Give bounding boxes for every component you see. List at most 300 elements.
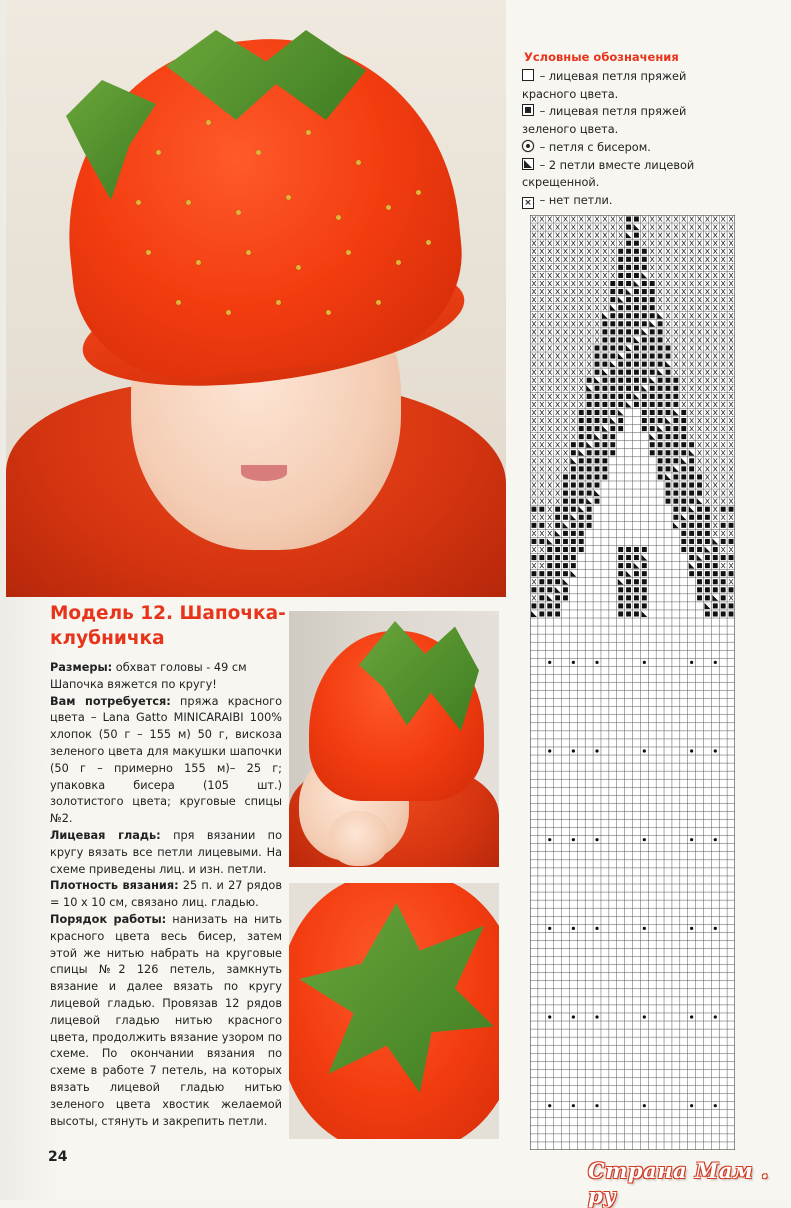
green-stitch	[539, 539, 544, 544]
green-stitch	[571, 491, 576, 496]
green-stitch	[626, 337, 631, 342]
bead-stitch	[595, 749, 598, 752]
green-stitch	[618, 362, 623, 367]
green-stitch	[642, 313, 647, 318]
green-stitch	[705, 531, 710, 536]
green-stitch	[650, 450, 655, 455]
bead-dot	[346, 250, 351, 255]
green-stitch	[539, 595, 544, 600]
green-stitch	[626, 321, 631, 326]
green-stitch	[563, 474, 568, 479]
green-stitch	[705, 539, 710, 544]
green-stitch	[673, 482, 678, 487]
green-stitch	[729, 571, 734, 576]
green-stitch	[587, 378, 592, 383]
green-stitch	[563, 491, 568, 496]
green-stitch	[555, 611, 560, 616]
green-stitch	[666, 394, 671, 399]
bead-stitch	[714, 838, 717, 841]
green-stitch	[618, 386, 623, 391]
green-stitch	[658, 354, 663, 359]
green-stitch	[618, 329, 623, 334]
green-stitch	[634, 313, 639, 318]
green-stitch	[555, 579, 560, 584]
bead-stitch	[714, 661, 717, 664]
green-stitch	[634, 241, 639, 246]
green-stitch	[673, 378, 678, 383]
green-stitch	[579, 434, 584, 439]
green-stitch	[689, 474, 694, 479]
green-stitch	[666, 434, 671, 439]
green-stitch	[602, 337, 607, 342]
green-stitch	[626, 297, 631, 302]
green-stitch	[626, 217, 631, 222]
green-stitch	[634, 555, 639, 560]
green-stitch	[634, 587, 639, 592]
bead-stitch	[714, 1015, 717, 1018]
green-stitch	[602, 345, 607, 350]
green-stitch	[579, 499, 584, 504]
green-stitch	[626, 257, 631, 262]
green-stitch	[634, 329, 639, 334]
green-stitch	[618, 289, 623, 294]
bead-stitch	[595, 1104, 598, 1107]
green-stitch	[532, 523, 537, 528]
green-stitch	[618, 563, 623, 568]
green-stitch	[555, 515, 560, 520]
green-stitch	[618, 273, 623, 278]
empty-square-icon	[522, 69, 534, 81]
green-stitch	[547, 611, 552, 616]
green-stitch	[713, 547, 718, 552]
green-stitch	[697, 539, 702, 544]
green-stitch	[697, 523, 702, 528]
green-stitch	[547, 555, 552, 560]
green-stitch	[610, 281, 615, 286]
green-stitch	[610, 337, 615, 342]
green-stitch	[681, 523, 686, 528]
green-stitch	[626, 354, 631, 359]
bead-dot	[356, 160, 361, 165]
legend-item-no-stitch: × – нет петли.	[522, 192, 742, 210]
green-stitch	[689, 466, 694, 471]
green-stitch	[697, 571, 702, 576]
green-stitch	[555, 555, 560, 560]
bead-dot	[246, 250, 251, 255]
bead-stitch	[572, 838, 575, 841]
green-stitch	[713, 563, 718, 568]
green-stitch	[626, 362, 631, 367]
green-stitch	[587, 458, 592, 463]
green-stitch	[681, 442, 686, 447]
green-stitch	[673, 491, 678, 496]
green-stitch	[729, 523, 734, 528]
green-stitch	[610, 386, 615, 391]
green-stitch	[658, 442, 663, 447]
green-stitch	[681, 410, 686, 415]
green-stitch	[713, 587, 718, 592]
green-stitch	[713, 611, 718, 616]
green-stitch	[618, 249, 623, 254]
green-stitch	[689, 458, 694, 463]
green-stitch	[579, 410, 584, 415]
green-stitch	[634, 273, 639, 278]
green-stitch	[705, 507, 710, 512]
page-title: Модель 12. Шапочка-клубничка	[50, 603, 286, 649]
green-stitch	[666, 378, 671, 383]
green-stitch	[563, 515, 568, 520]
green-stitch	[618, 402, 623, 407]
green-stitch	[650, 345, 655, 350]
green-stitch	[634, 305, 639, 310]
green-stitch	[650, 362, 655, 367]
green-stitch	[618, 265, 623, 270]
green-stitch	[650, 418, 655, 423]
green-stitch	[634, 321, 639, 326]
green-stitch	[721, 587, 726, 592]
bead-stitch	[643, 927, 646, 930]
green-stitch	[555, 539, 560, 544]
green-stitch	[681, 491, 686, 496]
green-stitch	[721, 507, 726, 512]
green-stitch	[642, 297, 647, 302]
green-stitch	[650, 354, 655, 359]
green-stitch	[595, 345, 600, 350]
green-stitch	[642, 394, 647, 399]
green-stitch	[595, 442, 600, 447]
green-stitch	[673, 499, 678, 504]
green-stitch	[689, 555, 694, 560]
bead-stitch	[690, 749, 693, 752]
green-stitch	[602, 402, 607, 407]
green-stitch	[587, 410, 592, 415]
green-stitch	[634, 402, 639, 407]
green-stitch	[618, 555, 623, 560]
green-stitch	[658, 418, 663, 423]
green-stitch	[602, 394, 607, 399]
green-stitch	[650, 370, 655, 375]
green-stitch	[626, 273, 631, 278]
green-stitch	[626, 265, 631, 270]
green-stitch	[673, 426, 678, 431]
green-stitch	[634, 289, 639, 294]
green-stitch	[650, 313, 655, 318]
green-stitch	[618, 337, 623, 342]
green-stitch	[626, 587, 631, 592]
green-stitch	[563, 507, 568, 512]
green-stitch	[587, 507, 592, 512]
green-stitch	[571, 555, 576, 560]
bead-stitch	[548, 927, 551, 930]
green-stitch	[681, 418, 686, 423]
green-stitch	[650, 442, 655, 447]
green-stitch	[721, 523, 726, 528]
green-stitch	[658, 337, 663, 342]
bead-stitch	[690, 661, 693, 664]
green-stitch	[666, 499, 671, 504]
green-stitch	[729, 555, 734, 560]
green-stitch	[697, 563, 702, 568]
bead-stitch	[572, 1015, 575, 1018]
green-stitch	[539, 611, 544, 616]
green-stitch	[681, 482, 686, 487]
green-stitch	[571, 507, 576, 512]
green-stitch	[689, 442, 694, 447]
green-stitch	[634, 571, 639, 576]
green-stitch	[595, 482, 600, 487]
green-stitch	[642, 378, 647, 383]
green-stitch	[713, 579, 718, 584]
round-note: Шапочка вяжется по кругу!	[50, 677, 217, 691]
green-stitch	[547, 563, 552, 568]
green-stitch	[650, 297, 655, 302]
green-stitch	[697, 491, 702, 496]
green-stitch	[658, 386, 663, 391]
green-stitch	[618, 257, 623, 262]
green-stitch	[689, 571, 694, 576]
green-stitch	[547, 587, 552, 592]
green-stitch	[705, 563, 710, 568]
bead-stitch	[572, 749, 575, 752]
green-stitch	[634, 345, 639, 350]
green-stitch	[658, 394, 663, 399]
green-stitch	[555, 523, 560, 528]
bead-dot	[416, 190, 421, 195]
hero-photo-baby-in-hat	[6, 0, 506, 597]
green-stitch	[626, 313, 631, 318]
green-stitch	[666, 442, 671, 447]
green-stitch	[587, 402, 592, 407]
green-stitch	[658, 321, 663, 326]
bead-dot-icon	[522, 140, 534, 152]
green-stitch	[618, 418, 623, 423]
green-stitch	[666, 458, 671, 463]
green-stitch	[650, 426, 655, 431]
bead-stitch	[548, 749, 551, 752]
green-stitch	[642, 595, 647, 600]
green-stitch	[666, 410, 671, 415]
legend-item-bead: – петля с бисером.	[522, 139, 742, 157]
green-stitch	[721, 579, 726, 584]
green-stitch	[618, 426, 623, 431]
green-stitch	[602, 450, 607, 455]
green-stitch	[610, 410, 615, 415]
bead-stitch	[643, 838, 646, 841]
green-stitch	[602, 442, 607, 447]
green-stitch	[642, 249, 647, 254]
green-stitch	[681, 547, 686, 552]
green-stitch	[642, 265, 647, 270]
green-stitch	[650, 410, 655, 415]
bead-stitch	[643, 749, 646, 752]
green-stitch	[602, 329, 607, 334]
bead-stitch	[690, 1104, 693, 1107]
green-stitch	[587, 426, 592, 431]
green-stitch	[689, 491, 694, 496]
green-stitch	[666, 466, 671, 471]
green-stitch	[571, 547, 576, 552]
green-stitch	[634, 362, 639, 367]
green-stitch	[571, 499, 576, 504]
green-stitch	[673, 386, 678, 391]
green-stitch	[721, 595, 726, 600]
knitting-chart	[530, 215, 735, 1150]
green-stitch	[595, 418, 600, 423]
green-stitch	[595, 410, 600, 415]
green-stitch	[729, 611, 734, 616]
sizes-paragraph: Размеры: обхват головы - 49 см	[50, 661, 247, 674]
green-stitch	[673, 394, 678, 399]
green-stitch	[642, 402, 647, 407]
green-stitch	[626, 305, 631, 310]
green-stitch	[610, 313, 615, 318]
green-stitch	[721, 603, 726, 608]
green-stitch	[642, 579, 647, 584]
green-stitch	[587, 394, 592, 399]
bead-dot	[386, 205, 391, 210]
green-stitch	[595, 474, 600, 479]
green-stitch	[673, 450, 678, 455]
materials-paragraph: Вам потребуется: пряжа красного цвета – Lana Gatto MINICARAIBI 100% хлопок (50 г – 155 м) 50 г, вискоза зеленого цвета для макушки шапочки (50 г – примерно 155 м)– 25 г; упаковка бисера (105 шт.) золотистого цвета; круговые спицы №2.	[50, 694, 282, 826]
green-stitch	[666, 491, 671, 496]
green-stitch	[602, 378, 607, 383]
green-stitch	[642, 362, 647, 367]
green-stitch	[532, 507, 537, 512]
bead-stitch	[690, 838, 693, 841]
green-stitch	[634, 257, 639, 262]
green-stitch	[618, 321, 623, 326]
green-stitch	[571, 450, 576, 455]
green-stitch	[634, 595, 639, 600]
green-stitch	[626, 547, 631, 552]
green-stitch	[626, 241, 631, 246]
green-stitch	[666, 345, 671, 350]
green-stitch	[642, 321, 647, 326]
green-stitch	[602, 386, 607, 391]
green-stitch	[666, 426, 671, 431]
green-stitch	[705, 523, 710, 528]
green-stitch	[642, 563, 647, 568]
bead-dot	[196, 260, 201, 265]
green-stitch	[579, 466, 584, 471]
green-stitch	[626, 329, 631, 334]
green-stitch	[650, 281, 655, 286]
green-stitch	[697, 587, 702, 592]
green-stitch	[721, 555, 726, 560]
bead-dot	[226, 310, 231, 315]
green-stitch	[579, 515, 584, 520]
green-stitch	[602, 458, 607, 463]
mouth	[241, 465, 287, 481]
green-stitch	[587, 418, 592, 423]
green-stitch	[681, 539, 686, 544]
green-stitch	[658, 345, 663, 350]
green-stitch	[705, 595, 710, 600]
green-stitch	[618, 281, 623, 286]
green-stitch	[602, 418, 607, 423]
green-stitch	[618, 587, 623, 592]
green-stitch	[571, 523, 576, 528]
green-stitch	[705, 555, 710, 560]
green-stitch	[587, 450, 592, 455]
green-stitch	[626, 249, 631, 254]
green-stitch	[579, 547, 584, 552]
green-stitch	[658, 466, 663, 471]
bead-dot	[256, 150, 261, 155]
green-stitch	[539, 523, 544, 528]
green-stitch	[563, 531, 568, 536]
green-stitch	[673, 507, 678, 512]
green-stitch	[666, 402, 671, 407]
green-stitch	[563, 539, 568, 544]
green-stitch	[595, 458, 600, 463]
green-stitch	[595, 499, 600, 504]
green-stitch	[721, 611, 726, 616]
green-stitch	[697, 595, 702, 600]
green-stitch	[658, 458, 663, 463]
green-stitch	[587, 482, 592, 487]
green-stitch	[571, 474, 576, 479]
green-stitch	[610, 394, 615, 399]
green-stitch	[642, 571, 647, 576]
green-stitch	[595, 362, 600, 367]
green-stitch	[658, 450, 663, 455]
green-stitch	[666, 386, 671, 391]
bead-dot	[326, 310, 331, 315]
green-stitch	[610, 354, 615, 359]
green-stitch	[673, 474, 678, 479]
green-stitch	[673, 442, 678, 447]
green-stitch	[563, 547, 568, 552]
green-stitch	[642, 547, 647, 552]
green-stitch	[650, 402, 655, 407]
green-stitch	[602, 474, 607, 479]
bead-stitch	[595, 838, 598, 841]
green-stitch	[571, 539, 576, 544]
green-stitch	[650, 386, 655, 391]
green-stitch	[618, 394, 623, 399]
green-stitch	[729, 603, 734, 608]
green-stitch	[642, 410, 647, 415]
green-stitch	[555, 595, 560, 600]
photo-hat-top-view	[289, 883, 499, 1139]
green-stitch	[610, 370, 615, 375]
green-stitch	[610, 434, 615, 439]
green-stitch	[729, 507, 734, 512]
green-stitch	[642, 281, 647, 286]
bead-dot	[336, 215, 341, 220]
green-stitch	[618, 571, 623, 576]
green-stitch	[681, 426, 686, 431]
green-stitch	[626, 611, 631, 616]
bead-stitch	[548, 1104, 551, 1107]
green-stitch	[681, 450, 686, 455]
green-stitch	[689, 539, 694, 544]
green-stitch	[587, 491, 592, 496]
green-stitch	[595, 386, 600, 391]
green-stitch	[618, 370, 623, 375]
green-stitch	[658, 434, 663, 439]
green-stitch	[579, 418, 584, 423]
gauge-paragraph: Плотность вязания: 25 п. и 27 рядов = 10 х 10 см, связано лиц. гладью.	[50, 879, 282, 910]
green-stitch	[697, 515, 702, 520]
green-stitch	[673, 402, 678, 407]
green-stitch	[666, 450, 671, 455]
filled-square-icon	[522, 104, 534, 116]
green-stitch	[587, 523, 592, 528]
green-stitch	[579, 482, 584, 487]
green-stitch	[563, 587, 568, 592]
